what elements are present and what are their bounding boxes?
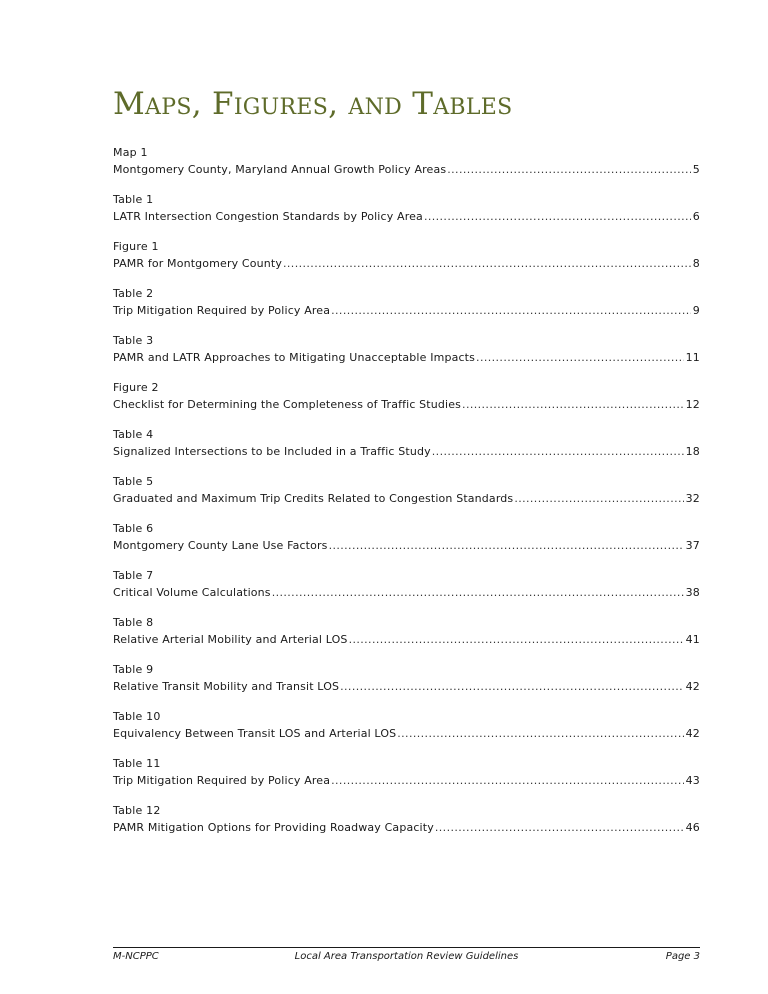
toc-entry-page-number: 11 <box>685 351 700 364</box>
toc-entry-page-number: 18 <box>685 445 700 458</box>
dot-leader <box>329 537 684 554</box>
toc-entry <box>113 661 700 708</box>
toc-entry <box>113 708 700 755</box>
dot-leader <box>435 819 684 836</box>
toc-entry <box>113 426 700 473</box>
toc-entry <box>113 238 700 285</box>
toc-entry-title: Critical Volume Calculations <box>113 586 271 599</box>
footer-organization: M-NCPPC <box>113 951 159 962</box>
toc-entry <box>113 755 700 802</box>
dot-leader <box>447 161 691 178</box>
toc-entry-title: Montgomery County, Maryland Annual Growth Policy Areas <box>113 163 447 176</box>
toc-entry <box>113 614 700 661</box>
toc-entry-title: Graduated and Maximum Trip Credits Related to Congestion Standards <box>113 492 514 505</box>
footer-document-title: Local Area Transportation Review Guidelines <box>294 951 519 962</box>
toc-entry-line <box>113 772 700 789</box>
page-footer <box>113 947 700 964</box>
dot-leader <box>331 772 683 789</box>
toc-entry-page-number: 38 <box>685 586 700 599</box>
toc-entry <box>113 144 700 191</box>
toc-entry <box>113 191 700 238</box>
toc-entry-page-number: 42 <box>685 680 700 693</box>
toc-entry <box>113 332 700 379</box>
toc-entry <box>113 520 700 567</box>
toc-entry-page-number: 12 <box>685 398 700 411</box>
dot-leader <box>331 302 691 319</box>
toc-entry-page-number: 32 <box>685 492 700 505</box>
toc-entry-label: Figure 1 <box>113 240 159 253</box>
toc-entry-line <box>113 819 700 836</box>
toc-entry-line <box>113 443 700 460</box>
toc-entry-label: Map 1 <box>113 146 148 159</box>
dot-leader <box>397 725 683 742</box>
toc-entry-title: Equivalency Between Transit LOS and Arterial LOS <box>113 727 397 740</box>
toc-entry-line <box>113 255 700 272</box>
dot-leader <box>462 396 684 413</box>
footer-page-number: Page 3 <box>665 951 700 962</box>
toc-entry-page-number: 42 <box>685 727 700 740</box>
toc-entry <box>113 567 700 614</box>
toc-entry-title: Relative Transit Mobility and Transit LOS <box>113 680 340 693</box>
toc-entry-page-number: 46 <box>685 821 700 834</box>
page-title: Maps, Figures, and Tables <box>113 86 513 122</box>
toc-entry-label: Table 11 <box>113 757 161 770</box>
toc-entry-title: LATR Intersection Congestion Standards by Policy Area <box>113 210 423 223</box>
table-of-contents <box>113 144 700 849</box>
toc-entry-label: Table 7 <box>113 569 154 582</box>
dot-leader <box>283 255 691 272</box>
toc-entry-line <box>113 537 700 554</box>
toc-entry-line <box>113 631 700 648</box>
toc-entry-line <box>113 161 700 178</box>
toc-entry-title: Signalized Intersections to be Included in a Traffic Study <box>113 445 431 458</box>
toc-entry <box>113 473 700 520</box>
toc-entry-label: Table 9 <box>113 663 154 676</box>
toc-entry-title: Checklist for Determining the Completeness of Traffic Studies <box>113 398 462 411</box>
toc-entry-page-number: 8 <box>692 257 700 270</box>
toc-entry-title: PAMR and LATR Approaches to Mitigating Unacceptable Impacts <box>113 351 476 364</box>
toc-entry-label: Table 12 <box>113 804 161 817</box>
toc-entry-page-number: 43 <box>685 774 700 787</box>
toc-entry-line <box>113 725 700 742</box>
dot-leader <box>476 349 684 366</box>
toc-entry-line <box>113 490 700 507</box>
toc-entry-label: Table 10 <box>113 710 161 723</box>
toc-entry-title: Trip Mitigation Required by Policy Area <box>113 774 331 787</box>
toc-entry-label: Figure 2 <box>113 381 159 394</box>
toc-entry-label: Table 6 <box>113 522 154 535</box>
toc-entry-line <box>113 584 700 601</box>
toc-entry-page-number: 5 <box>692 163 700 176</box>
toc-entry-line <box>113 208 700 225</box>
toc-entry-page-number: 41 <box>685 633 700 646</box>
toc-entry-title: PAMR Mitigation Options for Providing Roadway Capacity <box>113 821 434 834</box>
dot-leader <box>349 631 684 648</box>
toc-entry-label: Table 5 <box>113 475 154 488</box>
toc-entry-title: Montgomery County Lane Use Factors <box>113 539 328 552</box>
toc-entry-line <box>113 396 700 413</box>
toc-entry-line <box>113 349 700 366</box>
toc-entry-title: PAMR for Montgomery County <box>113 257 283 270</box>
toc-entry-title: Relative Arterial Mobility and Arterial LOS <box>113 633 348 646</box>
dot-leader <box>432 443 684 460</box>
toc-entry-label: Table 4 <box>113 428 154 441</box>
dot-leader <box>514 490 683 507</box>
toc-entry-page-number: 6 <box>692 210 700 223</box>
toc-entry-label: Table 1 <box>113 193 154 206</box>
toc-entry-title: Trip Mitigation Required by Policy Area <box>113 304 331 317</box>
dot-leader <box>272 584 684 601</box>
toc-entry <box>113 285 700 332</box>
toc-entry-line <box>113 302 700 319</box>
toc-entry-page-number: 37 <box>685 539 700 552</box>
dot-leader <box>340 678 683 695</box>
toc-entry <box>113 379 700 426</box>
toc-entry-label: Table 8 <box>113 616 154 629</box>
toc-entry <box>113 802 700 849</box>
dot-leader <box>424 208 691 225</box>
toc-entry-line <box>113 678 700 695</box>
toc-entry-page-number: 9 <box>692 304 700 317</box>
toc-entry-label: Table 2 <box>113 287 154 300</box>
toc-entry-label: Table 3 <box>113 334 154 347</box>
